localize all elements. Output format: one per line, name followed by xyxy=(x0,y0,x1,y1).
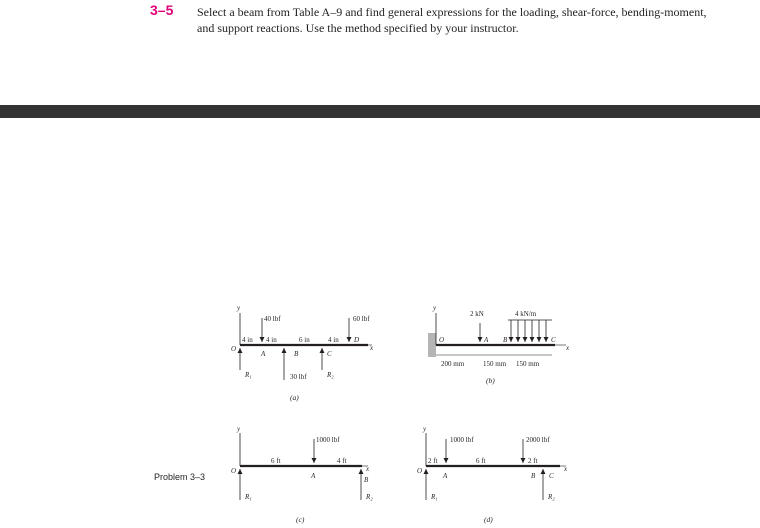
fig-d-point-c: C xyxy=(549,472,554,480)
fig-b-point-a: A xyxy=(484,336,489,344)
fig-d-r1-label: R₁ xyxy=(431,493,438,501)
fig-c-origin: O xyxy=(231,467,237,475)
fig-a-upward-30-label: 30 lbf xyxy=(290,373,307,381)
fig-a-dim-3: 6 in xyxy=(299,336,310,344)
fig-a-r1-label: R₁ xyxy=(245,371,252,379)
fig-b-origin: O xyxy=(439,336,445,344)
fig-b-caption: (b) xyxy=(486,376,495,385)
figure-a xyxy=(240,313,372,380)
fig-a-x-label: x xyxy=(370,344,374,352)
fig-b-fixed-wall xyxy=(428,333,436,357)
fig-c-point-b: B xyxy=(364,476,369,484)
fig-a-point-d: D xyxy=(354,336,360,344)
fig-d-caption: (d) xyxy=(484,515,493,524)
fig-a-point-a: A xyxy=(261,350,266,358)
fig-d-r2-label: R₂ xyxy=(548,493,555,501)
fig-a-point-c: C xyxy=(327,350,332,358)
fig-d-point-b: B xyxy=(531,472,536,480)
fig-b-dim-3: 150 mm xyxy=(516,360,540,368)
fig-c-caption: (c) xyxy=(296,515,305,524)
fig-b-dim-1: 200 mm xyxy=(441,360,465,368)
fig-c-point-a: A xyxy=(311,472,316,480)
fig-b-point-c: C xyxy=(551,336,556,344)
fig-d-dim-2: 6 ft xyxy=(476,457,486,465)
fig-c-r2-label: R₂ xyxy=(366,493,373,501)
fig-a-load-40-label: 40 lbf xyxy=(264,315,281,323)
fig-b-y-label: y xyxy=(433,304,437,312)
fig-b-x-label: x xyxy=(566,344,570,352)
fig-c-dim-2: 4 ft xyxy=(337,457,347,465)
fig-c-y-label: y xyxy=(237,425,241,433)
problem-number: 3–5 xyxy=(150,2,174,18)
fig-b-distributed-load-label: 4 kN/m xyxy=(515,310,537,318)
fig-c-dim-1: 6 ft xyxy=(271,457,281,465)
fig-d-load-2-label: 2000 lbf xyxy=(526,436,550,444)
fig-d-dim-1: 2 ft xyxy=(428,457,438,465)
fig-a-origin: O xyxy=(231,345,237,353)
fig-b-point-b: B xyxy=(503,336,508,344)
fig-a-r2-label: R₂ xyxy=(327,371,334,379)
fig-a-load-60-label: 60 lbf xyxy=(353,315,370,323)
figure-c xyxy=(240,433,368,500)
fig-d-x-label: x xyxy=(564,465,568,473)
fig-d-y-label: y xyxy=(423,425,427,433)
fig-a-caption: (a) xyxy=(290,393,299,402)
fig-d-dim-3: 2 ft xyxy=(528,457,538,465)
fig-c-r1-label: R₁ xyxy=(245,493,252,501)
fig-d-load-1-label: 1000 lbf xyxy=(450,436,474,444)
fig-a-dim-1: 4 in xyxy=(242,336,253,344)
fig-c-load-label: 1000 lbf xyxy=(316,436,340,444)
problem-statement: Select a beam from Table A–9 and find general expressions for the loading, shear-force, bending-moment, and support reactions. Use the method specified by your instructor. xyxy=(197,5,707,35)
fig-d-point-a: A xyxy=(443,472,448,480)
fig-c-x-label: x xyxy=(366,465,370,473)
figure-problem-label: Problem 3–3 xyxy=(154,472,206,482)
figure-b xyxy=(428,313,566,357)
fig-a-point-b: B xyxy=(294,350,299,358)
fig-a-y-label: y xyxy=(237,304,241,312)
fig-b-dim-2: 150 mm xyxy=(483,360,507,368)
fig-a-dim-2: 4 in xyxy=(266,336,277,344)
fig-d-origin: O xyxy=(417,467,423,475)
fig-b-point-load-label: 2 kN xyxy=(470,310,484,318)
fig-a-dim-4: 4 in xyxy=(328,336,339,344)
